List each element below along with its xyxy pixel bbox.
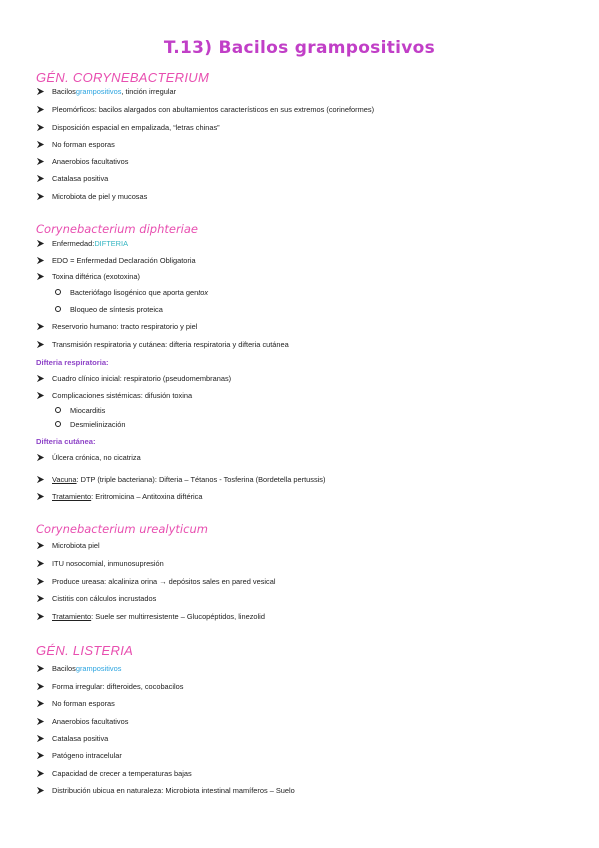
arrow-bullet-icon <box>36 321 46 331</box>
item-text: Bacteriófago lisogénico que aporta gen <box>70 287 199 297</box>
item-text: Pleomórficos: bacilos alargados con abultamientos característicos en sus extremos (corineformes) <box>52 104 375 114</box>
list-item <box>36 371 231 385</box>
arrow-bullet-icon <box>36 191 46 201</box>
genus-corynebacterium-heading: GÉN. CORYNEBACTERIUM <box>36 70 210 85</box>
list-item <box>36 337 289 351</box>
item-text: Catalasa positiva <box>52 173 109 183</box>
arrow-bullet-icon <box>36 750 46 760</box>
list-item <box>36 766 192 780</box>
page-title: T.13) Bacilos grampositivos <box>163 38 436 58</box>
list-item <box>36 84 176 98</box>
arrow-bullet-icon <box>36 768 46 778</box>
item-text: Bacilos <box>52 86 76 96</box>
list-item <box>36 154 128 168</box>
difteria-cutanea-heading: Difteria cutánea: <box>36 437 96 446</box>
item-text: Cistitis con cálculos incrustados <box>52 593 157 603</box>
arrow-bullet-icon <box>36 593 46 603</box>
item-highlight: grampositivos <box>75 86 122 96</box>
list-item <box>36 591 156 605</box>
arrow-bullet-icon <box>36 373 46 383</box>
item-text: Úlcera crónica, no cicatriza <box>52 452 141 462</box>
list-item <box>36 472 325 486</box>
sub-list-item <box>55 302 163 316</box>
arrow-bullet-icon <box>36 139 46 149</box>
arrow-bullet-icon <box>36 104 46 114</box>
item-text: Anaerobios facultativos <box>52 156 129 166</box>
list-item <box>36 450 141 464</box>
arrow-bullet-icon <box>36 540 46 550</box>
item-text: Forma irregular: difteroides, cocobacilos <box>52 681 184 691</box>
arrow-bullet-icon <box>36 716 46 726</box>
list-item <box>36 661 121 675</box>
arrow-bullet-icon <box>36 86 46 96</box>
item-text: No forman esporas <box>52 139 115 149</box>
list-item <box>36 748 122 762</box>
arrow-bullet-icon <box>36 390 46 400</box>
list-item <box>36 120 220 134</box>
list-item <box>36 556 164 570</box>
list-item <box>36 236 128 250</box>
item-text: Toxina diftérica (exotoxina) <box>52 271 140 281</box>
list-item <box>36 696 115 710</box>
item-highlight: grampositivos <box>75 663 122 673</box>
item-text: : Suele ser multirresistente – Glucopéptidos, linezolid <box>91 611 265 621</box>
list-item <box>36 137 115 151</box>
tratamiento-label: Tratamiento <box>52 611 92 621</box>
arrow-bullet-icon <box>36 698 46 708</box>
species-urealyticum-heading: Corynebacterium urealyticum <box>36 522 208 536</box>
list-item <box>36 102 374 116</box>
list-item <box>36 189 147 203</box>
item-highlight: DIFTERIA <box>94 238 128 248</box>
item-text: : Eritromicina – Antitoxina diftérica <box>91 491 203 501</box>
list-item <box>36 731 108 745</box>
item-text: ITU nosocomial, inmunosupresión <box>52 558 164 568</box>
item-text: Reservorio humano: tracto respiratorio y piel <box>52 321 198 331</box>
item-text: Patógeno intracelular <box>52 750 122 760</box>
list-item <box>36 171 108 185</box>
item-text: Produce ureasa: alcaliniza orina → depósitos sales en pared vesical <box>52 576 276 586</box>
list-item <box>36 319 197 333</box>
tratamiento-label: Tratamiento <box>52 491 92 501</box>
species-diphteriae-heading: Corynebacterium diphteriae <box>36 222 198 236</box>
list-item <box>36 538 100 552</box>
arrow-bullet-icon <box>36 156 46 166</box>
item-text: Bacilos <box>52 663 76 673</box>
item-text: Bloqueo de síntesis proteica <box>70 304 163 314</box>
item-text: Complicaciones sistémicas: difusión toxina <box>52 390 193 400</box>
arrow-bullet-icon <box>36 255 46 265</box>
vacuna-label: Vacuna <box>52 474 77 484</box>
arrow-bullet-icon <box>36 452 46 462</box>
item-text: Capacidad de crecer a temperaturas bajas <box>52 768 192 778</box>
list-item <box>36 679 183 693</box>
item-text: Miocarditis <box>70 405 106 415</box>
item-text: Enfermedad: <box>52 238 95 248</box>
arrow-bullet-icon <box>36 474 46 484</box>
item-text: Anaerobios facultativos <box>52 716 129 726</box>
item-text: Disposición espacial en empalizada, “letras chinas” <box>52 122 220 132</box>
item-text: Microbiota de piel y mucosas <box>52 191 148 201</box>
arrow-bullet-icon <box>36 733 46 743</box>
arrow-bullet-icon <box>36 491 46 501</box>
arrow-bullet-icon <box>36 173 46 183</box>
arrow-bullet-icon <box>36 271 46 281</box>
difteria-respiratoria-heading: Difteria respiratoria: <box>36 358 109 367</box>
item-italic: tox <box>198 287 209 297</box>
arrow-bullet-icon <box>36 122 46 132</box>
list-item <box>36 783 295 797</box>
arrow-bullet-icon <box>36 238 46 248</box>
list-item <box>36 609 265 623</box>
arrow-bullet-icon <box>36 558 46 568</box>
item-text: No forman esporas <box>52 698 115 708</box>
item-text: Desmielinización <box>70 419 126 429</box>
list-item <box>36 253 196 267</box>
list-item <box>36 574 276 588</box>
list-item <box>36 714 128 728</box>
item-text: Microbiota piel <box>52 540 100 550</box>
arrow-bullet-icon <box>36 681 46 691</box>
list-item <box>36 489 203 503</box>
sub-list-item <box>55 403 105 417</box>
arrow-bullet-icon <box>36 785 46 795</box>
sub-list-item <box>55 285 208 299</box>
item-text: , tinción irregular <box>121 86 177 96</box>
arrow-bullet-icon <box>36 611 46 621</box>
circle-bullet-icon <box>55 421 61 427</box>
item-text: : DTP (triple bacteriana): Difteria – Tétanos - Tosferina (Bordetella pertussis) <box>76 474 326 484</box>
item-text: EDO = Enfermedad Declaración Obligatoria <box>52 255 196 265</box>
genus-listeria-heading: GÉN. LISTERIA <box>36 643 134 658</box>
arrow-bullet-icon <box>36 339 46 349</box>
sub-list-item <box>55 417 125 431</box>
item-text: Transmisión respiratoria y cutánea: difteria respiratoria y difteria cutánea <box>52 339 289 349</box>
item-text: Catalasa positiva <box>52 733 109 743</box>
list-item <box>36 269 140 283</box>
circle-bullet-icon <box>55 306 61 312</box>
circle-bullet-icon <box>55 407 61 413</box>
item-text: Distribución ubicua en naturaleza: Microbiota intestinal mamíferos – Suelo <box>52 785 295 795</box>
circle-bullet-icon <box>55 289 61 295</box>
arrow-bullet-icon <box>36 663 46 673</box>
list-item <box>36 388 192 402</box>
arrow-bullet-icon <box>36 576 46 586</box>
item-text: Cuadro clínico inicial: respiratorio (pseudomembranas) <box>52 373 232 383</box>
